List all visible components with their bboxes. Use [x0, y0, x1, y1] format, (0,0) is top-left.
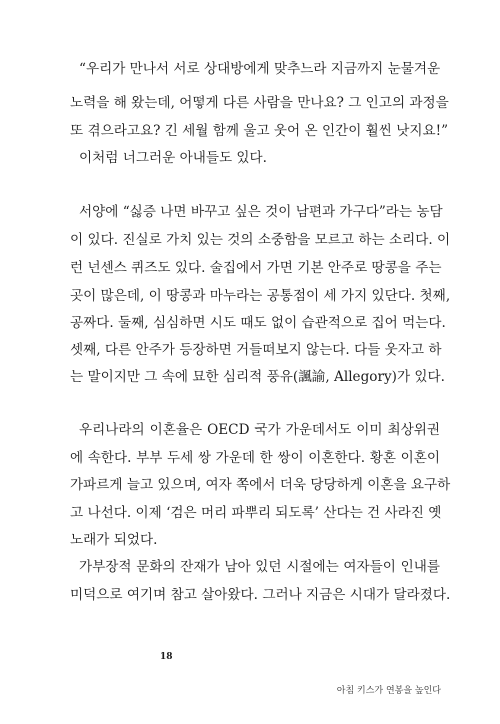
- paragraph-1-line-1: “우리가 만나서 서로 상대방에게 맞추느라 지금까지 눈물겨운: [79, 61, 441, 77]
- paragraph-3-line-2: 이 있다. 진실로 가치 있는 것의 소중함을 모르고 하는 소리다. 이: [70, 232, 451, 248]
- paragraph-3-line-3: 런 넌센스 퀴즈도 있다. 술집에서 가면 기본 안주로 땅콩을 주는: [70, 260, 442, 276]
- paragraph-5-line-2: 미덕으로 여기며 참고 살아왔다. 그러나 지금은 시대가 달라졌다.: [70, 587, 451, 603]
- paragraph-4-line-1: 우리나라의 이혼율은 OECD 국가 가운데서도 이미 최상위권: [79, 422, 440, 438]
- paragraph-1-line-3: 또 겪으라고요? 긴 세월 함께 울고 웃어 온 인간이 훨씬 낫지요!”: [70, 123, 449, 139]
- paragraph-4-line-5: 노래가 되었다.: [70, 532, 158, 548]
- paragraph-4-line-3: 가파르게 늘고 있으며, 여자 쪽에서 더욱 당당하게 이혼을 요구하: [70, 477, 451, 493]
- paragraph-5-line-1: 가부장적 문화의 잔재가 남아 있던 시절에는 여자들이 인내를: [79, 559, 440, 575]
- paragraph-3-line-5: 공짜다. 둘째, 심심하면 시도 때도 없이 습관적으로 집어 먹는다.: [70, 315, 446, 331]
- paragraph-3-line-1: 서양에 “싫증 나면 바꾸고 싶은 것이 남편과 가구다”라는 농담: [79, 204, 443, 220]
- paragraph-1-line-2: 노력을 해 왔는데, 어떻게 다른 사람을 만나요? 그 인고의 과정을: [70, 95, 449, 111]
- paragraph-2-line-1: 이처럼 너그러운 아내들도 있다.: [79, 150, 267, 166]
- paragraph-4-line-4: 고 나선다. 이제 ‘검은 머리 파뿌리 되도록’ 산다는 건 사라진 옛: [70, 505, 442, 521]
- running-title: 아침 키스가 연봉을 높인다: [336, 686, 441, 696]
- paragraph-3-line-7: 는 말이지만 그 속에 묘한 심리적 풍유(諷諭, Allegory)가 있다.: [70, 369, 445, 385]
- paragraph-3-line-4: 곳이 많은데, 이 땅콩과 마누라는 공통점이 세 가지 있단다. 첫째,: [70, 288, 451, 304]
- paragraph-3-line-6: 셋째, 다른 안주가 등장하면 거들떠보지 않는다. 다들 웃자고 하: [70, 342, 442, 358]
- page-number: 18: [160, 652, 173, 662]
- paragraph-4-line-2: 에 속한다. 부부 두세 쌍 가운데 한 쌍이 이혼한다. 황혼 이혼이: [70, 450, 440, 466]
